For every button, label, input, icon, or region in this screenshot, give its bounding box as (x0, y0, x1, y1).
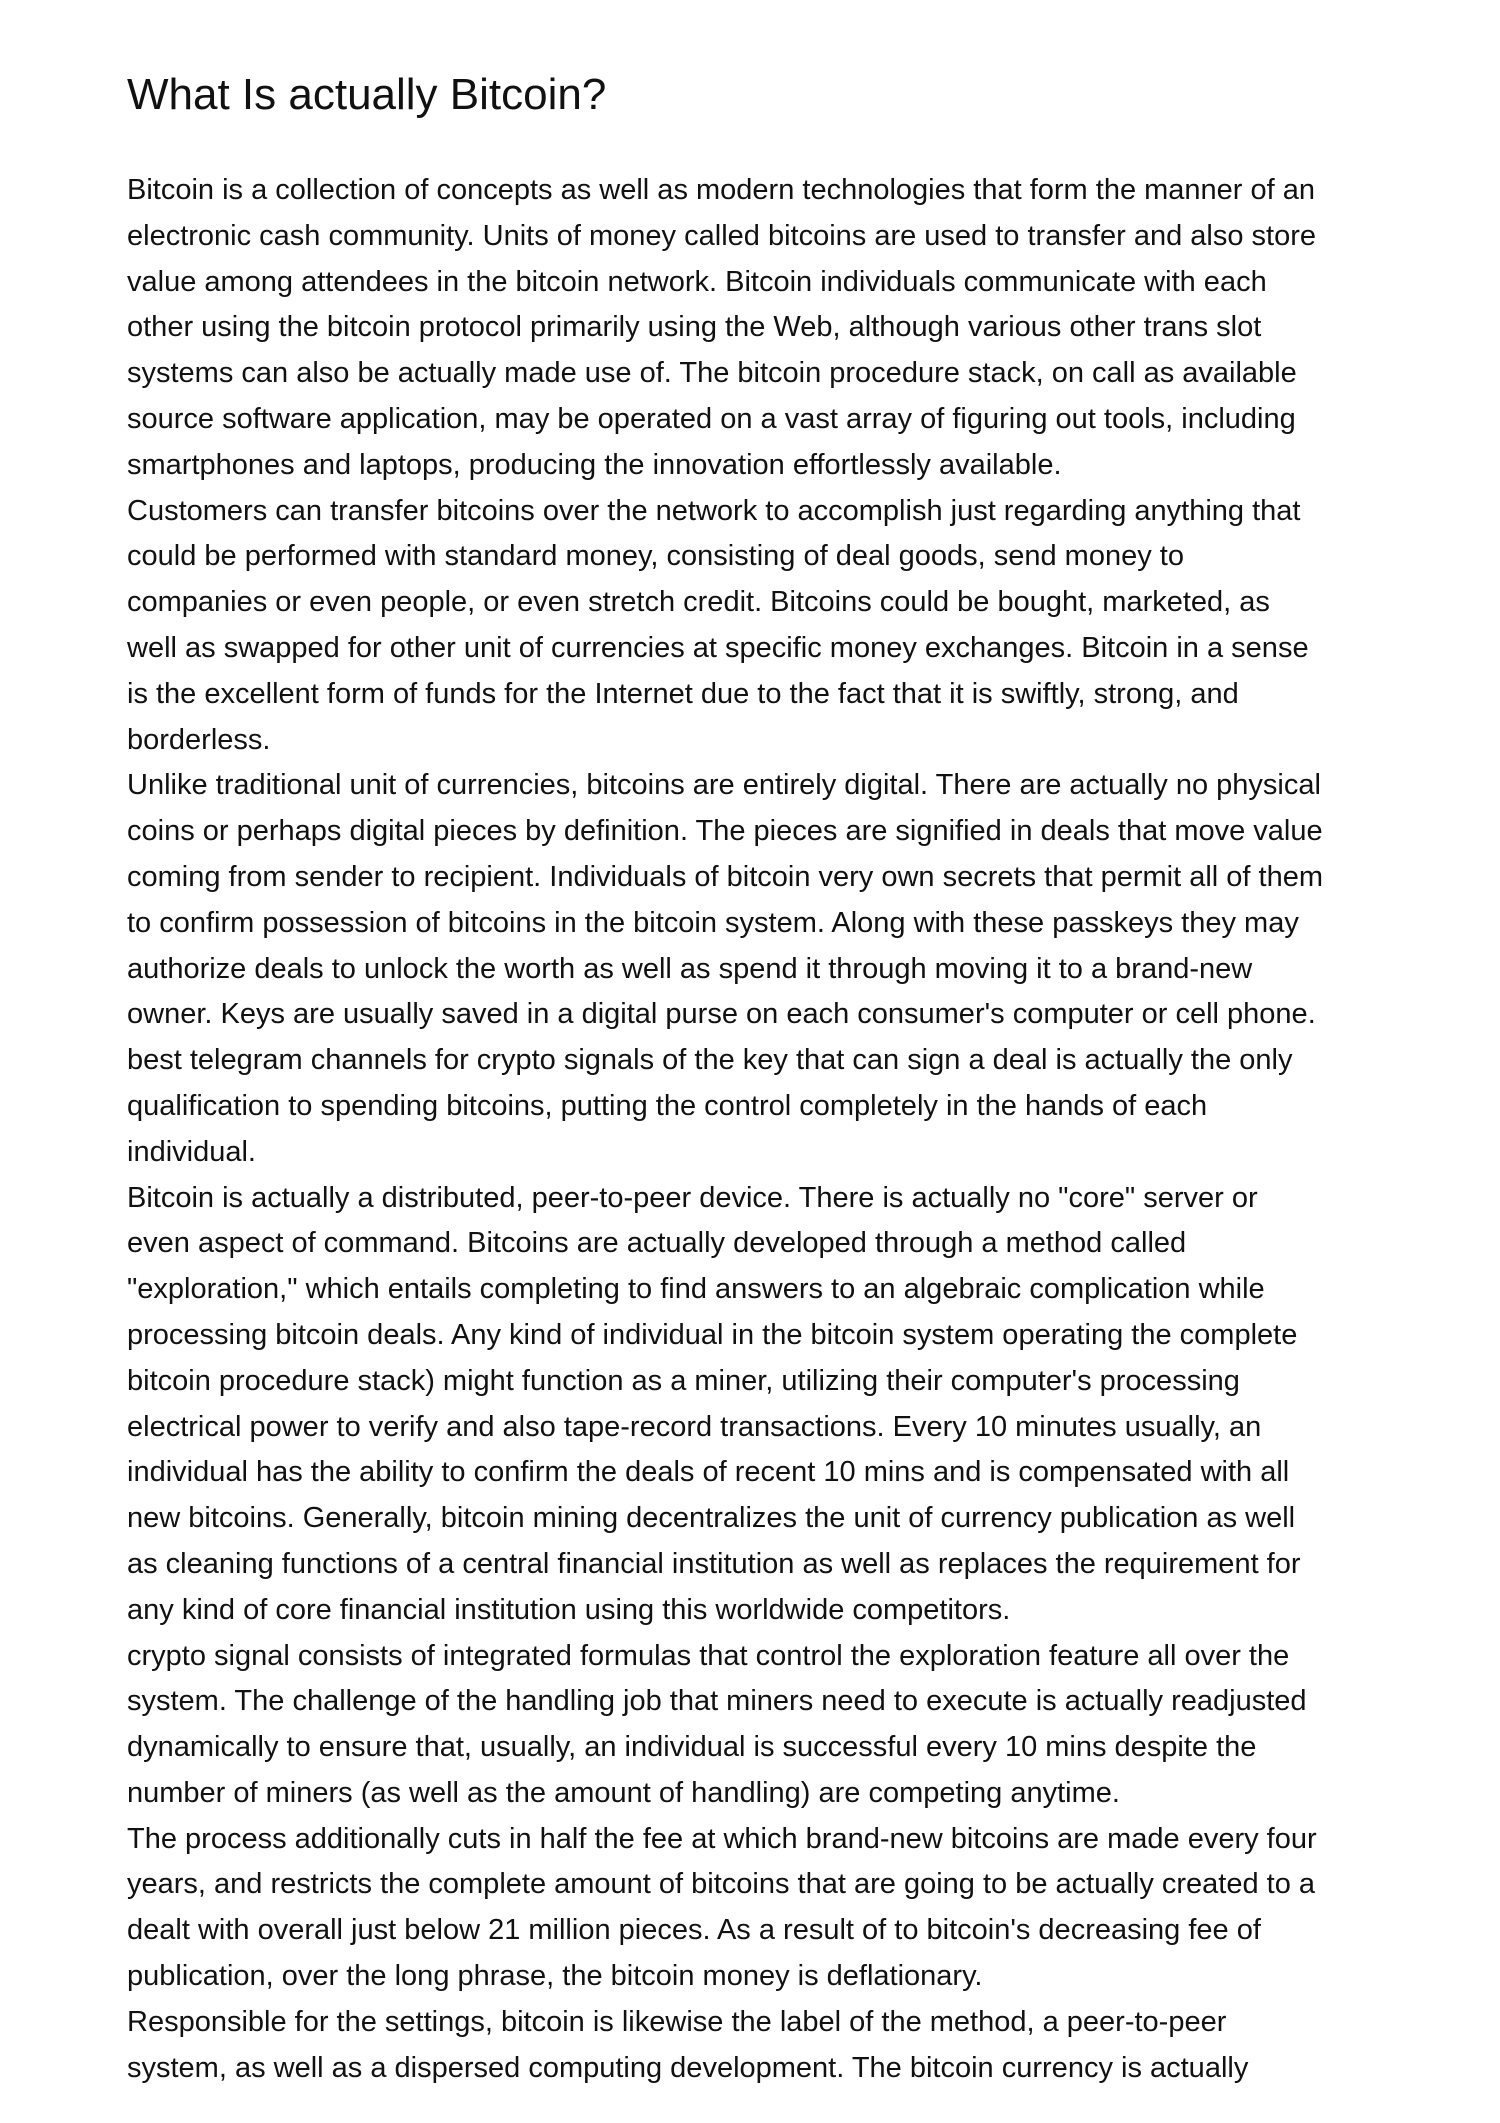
text-line: new bitcoins. Generally, bitcoin mining decentralizes the unit of currency publication as well (127, 1502, 1296, 1535)
text-line: bitcoin procedure stack) might function as a miner, utilizing their computer's processing (127, 1364, 1240, 1397)
text-line: other using the bitcoin protocol primarily using the Web, although various other trans slot (127, 311, 1262, 344)
text-line: coins or perhaps digital pieces by definition. The pieces are signified in deals that move value (127, 815, 1323, 848)
text-line: number of miners (as well as the amount of handling) are competing anytime. (127, 1776, 1120, 1809)
text-line: best telegram channels for crypto signals of the key that can sign a deal is actually the only (127, 1044, 1293, 1077)
document-title: What Is actually Bitcoin? (127, 70, 607, 119)
text-line: dealt with overall just below 21 million pieces. As a result of to bitcoin's decreasing fee of (127, 1914, 1261, 1947)
text-line: individual has the ability to confirm the deals of recent 10 mins and is compensated with all (127, 1456, 1290, 1489)
text-line: to confirm possession of bitcoins in the bitcoin system. Along with these passkeys they may (127, 906, 1299, 939)
text-line: system. The challenge of the handling job that miners need to execute is actually readjusted (127, 1685, 1307, 1718)
text-line: is the excellent form of funds for the Internet due to the fact that it is swiftly, strong, and (127, 677, 1239, 710)
text-line: value among attendees in the bitcoin network. Bitcoin individuals communicate with each (127, 265, 1267, 298)
text-line: individual. (127, 1135, 256, 1168)
text-line: even aspect of command. Bitcoins are actually developed through a method called (127, 1227, 1187, 1260)
text-line: smartphones and laptops, producing the innovation effortlessly available. (127, 448, 1062, 481)
text-line: as cleaning functions of a central financial institution as well as replaces the requirement for (127, 1547, 1301, 1580)
text-line: Responsible for the settings, bitcoin is likewise the label of the method, a peer-to-peer (127, 2005, 1227, 2038)
text-line: owner. Keys are usually saved in a digital purse on each consumer's computer or cell phone. (127, 998, 1316, 1031)
text-line: The process additionally cuts in half the fee at which brand-new bitcoins are made every four (127, 1822, 1317, 1855)
text-line: processing bitcoin deals. Any kind of individual in the bitcoin system operating the complete (127, 1318, 1298, 1351)
text-line: "exploration," which entails completing to find answers to an algebraic complication while (127, 1273, 1265, 1306)
text-line: any kind of core financial institution using this worldwide competitors. (127, 1593, 1011, 1626)
text-line: years, and restricts the complete amount of bitcoins that are going to be actually created to a (127, 1868, 1316, 1901)
text-line: electronic cash community. Units of money called bitcoins are used to transfer and also store (127, 219, 1317, 252)
text-line: Unlike traditional unit of currencies, bitcoins are entirely digital. There are actually no physical (127, 769, 1321, 802)
text-line: borderless. (127, 723, 271, 756)
text-line: companies or even people, or even stretch credit. Bitcoins could be bought, marketed, as (127, 586, 1270, 619)
text-line: crypto signal consists of integrated formulas that control the exploration feature all over the (127, 1639, 1290, 1672)
text-line: well as swapped for other unit of currencies at specific money exchanges. Bitcoin in a sense (127, 631, 1309, 664)
text-line: qualification to spending bitcoins, putting the control completely in the hands of each (127, 1089, 1208, 1122)
text-line: coming from sender to recipient. Individuals of bitcoin very own secrets that permit all of them (127, 860, 1323, 893)
text-line: systems can also be actually made use of. The bitcoin procedure stack, on call as available (127, 357, 1297, 390)
text-line: electrical power to verify and also tape-record transactions. Every 10 minutes usually, an (127, 1410, 1262, 1443)
text-line: source software application, may be operated on a vast array of figuring out tools, including (127, 402, 1296, 435)
text-line: publication, over the long phrase, the bitcoin money is deflationary. (127, 1960, 983, 1993)
text-line: dynamically to ensure that, usually, an individual is successful every 10 mins despite the (127, 1731, 1257, 1764)
text-line: Bitcoin is actually a distributed, peer-to-peer device. There is actually no "core" server or (127, 1181, 1258, 1214)
text-line: system, as well as a dispersed computing development. The bitcoin currency is actually (127, 2051, 1249, 2084)
text-line: Customers can transfer bitcoins over the network to accomplish just regarding anything that (127, 494, 1301, 527)
text-line: could be performed with standard money, consisting of deal goods, send money to (127, 540, 1184, 573)
document-body (127, 168, 1387, 2091)
text-line: authorize deals to unlock the worth as well as spend it through moving it to a brand-new (127, 952, 1253, 985)
text-line: Bitcoin is a collection of concepts as well as modern technologies that form the manner of an (127, 174, 1316, 206)
